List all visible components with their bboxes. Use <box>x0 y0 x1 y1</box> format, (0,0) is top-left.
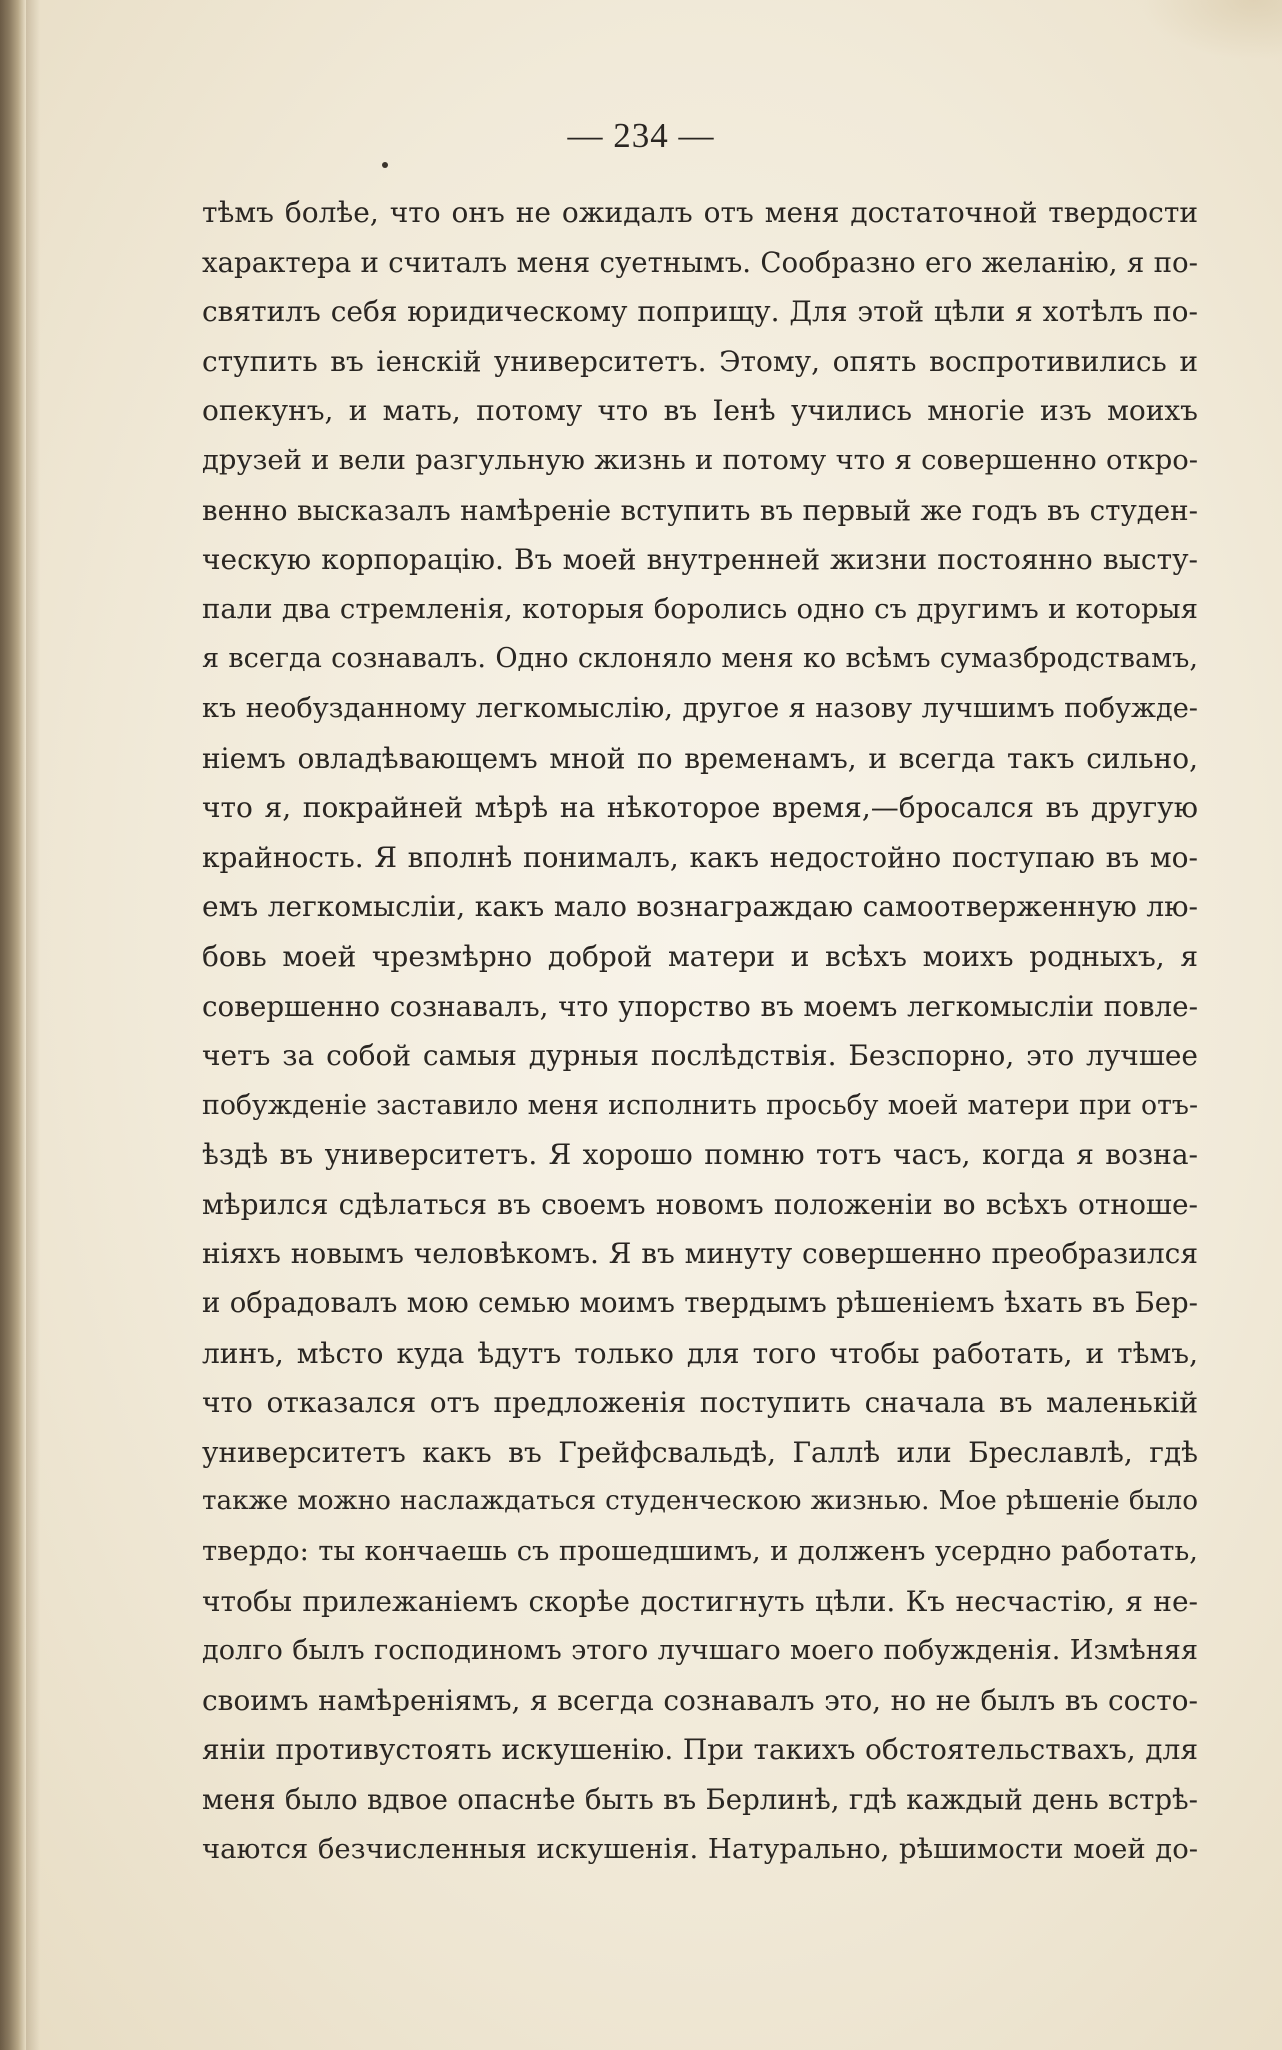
text-line: пали два стремленія, которыя боролись одно съ другимъ и которыя <box>202 592 1198 625</box>
text-line: друзей и вели разгульную жизнь и потому что я совершенно откро- <box>202 444 1198 476</box>
text-line: ческую корпорацію. Въ моей внутренней жизни постоянно высту- <box>202 543 1198 577</box>
text-line: что я, покрайней мѣрѣ на нѣкоторое время,—бросался въ другую <box>202 791 1198 825</box>
paper-stain <box>1140 0 1282 60</box>
text-line: побужденіе заставило меня исполнить просьбу моей матери при отъ- <box>202 1089 1198 1121</box>
body-text <box>202 188 1198 1874</box>
text-line: твердо: ты кончаешь съ прошедшимъ, и долженъ усердно работать, <box>202 1536 1198 1568</box>
text-line: къ необузданному легкомыслію, другое я назову лучшимъ побужде- <box>202 692 1198 724</box>
text-line: совершенно сознавалъ, что упорство въ моемъ легкомысліи повле- <box>202 989 1198 1023</box>
text-line: четъ за собой самыя дурныя послѣдствія. Безспорно, это лучшее <box>202 1039 1198 1073</box>
text-line: емъ легкомысліи, какъ мало вознаграждаю самоотверженную лю- <box>202 890 1198 924</box>
text-line: университетъ какъ въ Грейфсвальдѣ, Галлѣ или Бреславлѣ, гдѣ <box>202 1435 1198 1469</box>
text-line: ѣздѣ въ университетъ. Я хорошо помню тотъ часъ, когда я возна- <box>202 1138 1198 1172</box>
text-line: чаются безчисленныя искушенія. Натурально, рѣшимости моей до- <box>202 1833 1198 1865</box>
text-line: также можно наслаждаться студенческою жизнью. Мое рѣшеніе было <box>202 1486 1198 1517</box>
page-fold-shadow <box>26 0 40 2050</box>
text-line: что отказался отъ предложенія поступить сначала въ маленькій <box>202 1386 1198 1420</box>
text-line: ступить въ іенскій университетъ. Этому, опять воспротивились и <box>202 344 1198 378</box>
text-line: чтобы прилежаніемъ скорѣе достигнуть цѣли. Къ несчастію, я не- <box>202 1584 1198 1618</box>
page-number: — 234 — <box>567 116 715 155</box>
text-line: и обрадовалъ мою семью моимъ твердымъ рѣшеніемъ ѣхать въ Бер- <box>202 1287 1198 1320</box>
text-line: яніи противустоять искушенію. При такихъ обстоятельствахъ, для <box>202 1733 1198 1767</box>
text-line: меня было вдвое опаснѣе быть въ Берлинѣ, гдѣ каждый день встрѣ- <box>202 1783 1198 1816</box>
text-line: линъ, мѣсто куда ѣдутъ только для того чтобы работать, и тѣмъ, <box>202 1336 1198 1370</box>
text-line: долго былъ господиномъ этого лучшаго моего побужденія. Измѣняя <box>202 1635 1198 1667</box>
text-line: тѣмъ болѣе, что онъ не ожидалъ отъ меня достаточной твердости <box>202 196 1198 229</box>
page-binding-edge <box>0 0 26 2050</box>
text-line: святилъ себя юридическому поприщу. Для этой цѣли я хотѣлъ по- <box>202 295 1198 329</box>
text-line: венно высказалъ намѣреніе вступить въ первый же годъ въ студен- <box>202 493 1198 527</box>
text-line: опекунъ, и мать, потому что въ Іенѣ учились многіе изъ моихъ <box>202 394 1198 428</box>
text-line: я всегда сознавалъ. Одно склоняло меня ко всѣмъ сумазбродствамъ, <box>202 643 1198 675</box>
text-line: характера и считалъ меня суетнымъ. Сообразно его желанію, я по- <box>202 245 1198 279</box>
text-line: крайность. Я вполнѣ понималъ, какъ недостойно поступаю въ мо- <box>202 840 1198 874</box>
text-line: своимъ намѣреніямъ, я всегда сознавалъ это, но не былъ въ состо- <box>202 1683 1198 1717</box>
text-line: бовь моей чрезмѣрно доброй матери и всѣхъ моихъ родныхъ, я <box>202 939 1198 973</box>
ink-speck <box>382 162 388 168</box>
text-line: ніемъ овладѣвающемъ мной по временамъ, и всегда такъ сильно, <box>202 741 1198 775</box>
text-line: ніяхъ новымъ человѣкомъ. Я въ минуту совершенно преобразился <box>202 1237 1198 1271</box>
text-line: мѣрился сдѣлаться въ своемъ новомъ положеніи во всѣхъ отноше- <box>202 1187 1198 1221</box>
